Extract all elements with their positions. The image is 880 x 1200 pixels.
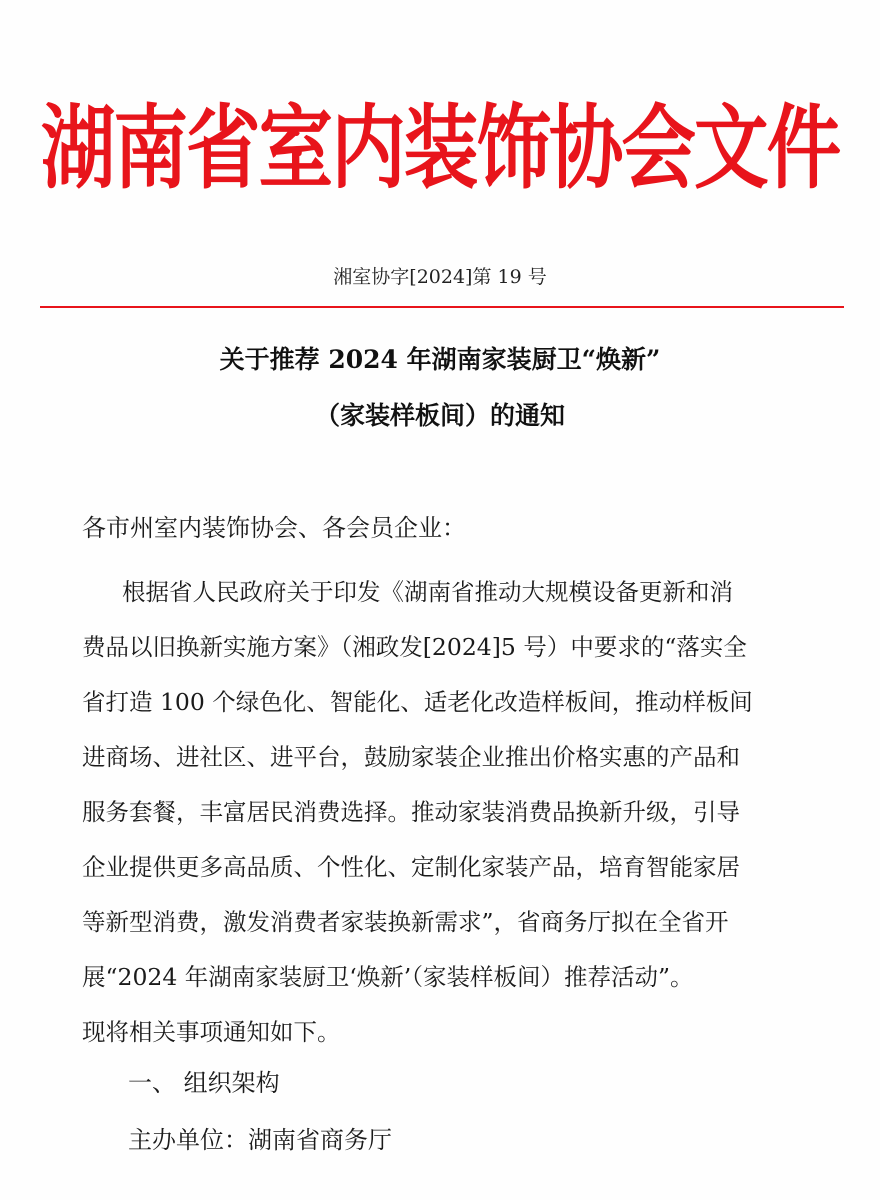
paragraph-line: 企业提供更多高品质、个性化、定制化家装产品，培育智能家居 — [82, 853, 740, 881]
notice-title-line-1: 关于推荐 2024 年湖南家装厨卫“焕新” — [219, 345, 661, 374]
paragraph-line: 根据省人民政府关于印发《湖南省推动大规模设备更新和消 — [122, 578, 733, 606]
body-paragraph — [82, 565, 832, 1060]
paragraph-line: 展“2024 年湖南家装厨卫‘焕新’（家装样板间）推荐活动”。 — [82, 963, 694, 991]
salutation: 各市州室内装饰协会、各会员企业： — [82, 514, 466, 542]
host-unit: 主办单位：湖南省商务厅 — [128, 1126, 392, 1154]
document-number: 湘室协字[2024]第 19 号 — [333, 266, 547, 288]
paragraph-line: 省打造 100 个绿色化、智能化、适老化改造样板间，推动样板间 — [82, 688, 753, 716]
red-divider-line — [40, 306, 844, 308]
masthead-title: 湖南省室内装饰协会文件 — [40, 95, 840, 202]
paragraph-line: 等新型消费，激发消费者家装换新需求”，省商务厅拟在全省开 — [82, 908, 729, 936]
paragraph-line: 服务套餐，丰富居民消费选择。推动家装消费品换新升级，引导 — [82, 798, 740, 826]
paragraph-line: 费品以旧换新实施方案》（湘政发[2024]5 号）中要求的“落实全 — [82, 633, 747, 661]
paragraph-line: 进商场、进社区、进平台，鼓励家装企业推出价格实惠的产品和 — [82, 743, 740, 771]
paragraph-line: 现将相关事项通知如下。 — [82, 1018, 341, 1046]
notice-title-line-2: （家装样板间）的通知 — [314, 401, 565, 430]
section-heading: 一、 组织架构 — [128, 1069, 280, 1097]
